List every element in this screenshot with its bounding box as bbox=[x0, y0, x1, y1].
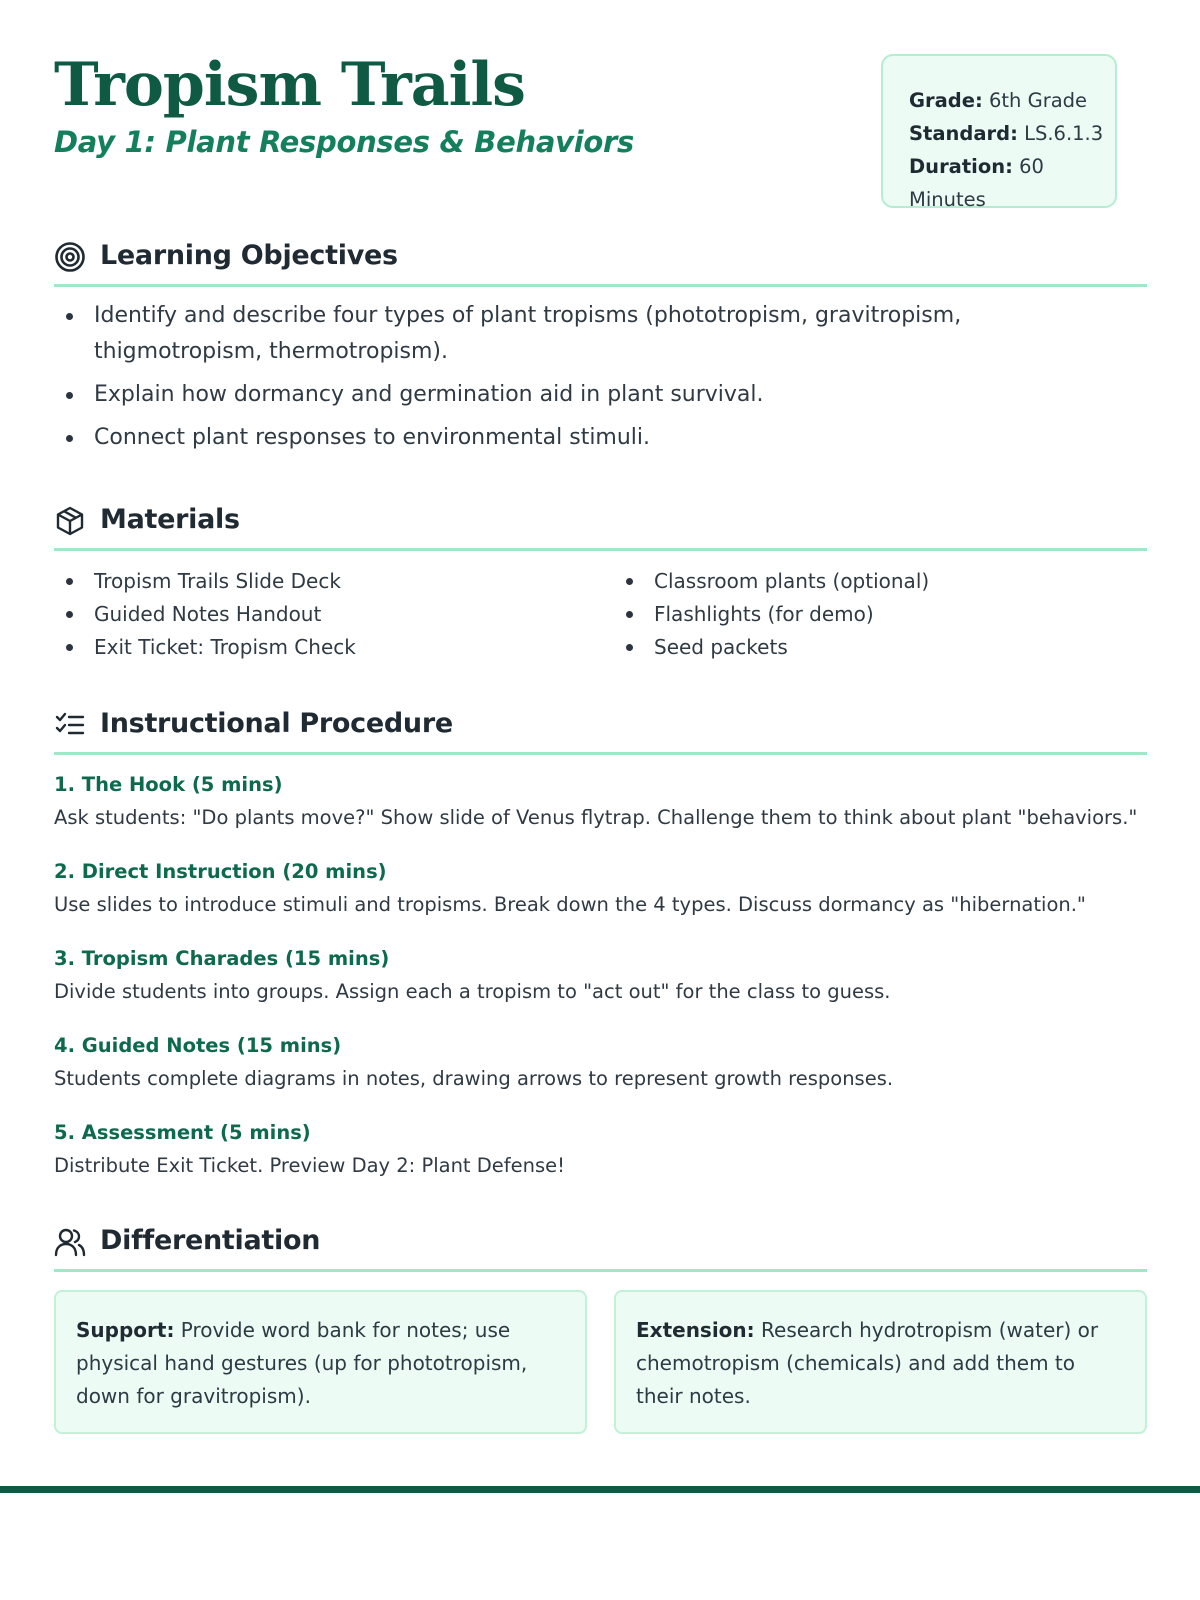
support-box: Support: Provide word bank for notes; use physical hand gestures (up for phototropism, down for gravitropism). bbox=[54, 1290, 587, 1434]
differentiation-section-header bbox=[54, 1225, 1147, 1272]
materials-heading: Materials bbox=[100, 504, 240, 535]
materials-section-header bbox=[54, 504, 1147, 551]
checklist-icon bbox=[54, 709, 86, 741]
materials-list-left bbox=[54, 565, 554, 664]
procedure-section-header bbox=[54, 708, 1147, 755]
step-description: Divide students into groups. Assign each a tropism to "act out" for the class to guess. bbox=[54, 980, 891, 1003]
objectives-list bbox=[54, 298, 1134, 463]
package-icon bbox=[54, 505, 86, 537]
list-item: Exit Ticket: Tropism Check bbox=[54, 631, 554, 664]
target-icon bbox=[54, 241, 86, 273]
list-item: Flashlights (for demo) bbox=[614, 598, 1114, 631]
procedure-step bbox=[54, 1033, 1147, 1092]
list-item: Guided Notes Handout bbox=[54, 598, 554, 631]
objectives-section-header bbox=[54, 240, 1147, 287]
step-title: 5. Assessment (5 mins) bbox=[54, 1121, 311, 1144]
page-title: Tropism Trails bbox=[54, 50, 525, 120]
procedure-heading: Instructional Procedure bbox=[100, 708, 453, 739]
procedure-step bbox=[54, 772, 1147, 831]
objectives-heading: Learning Objectives bbox=[100, 240, 398, 271]
footer-rule bbox=[0, 1486, 1200, 1493]
list-item: Explain how dormancy and germination aid in plant survival. bbox=[54, 377, 1134, 413]
step-title: 4. Guided Notes (15 mins) bbox=[54, 1034, 342, 1057]
step-description: Students complete diagrams in notes, drawing arrows to represent growth responses. bbox=[54, 1067, 894, 1090]
materials-list-right bbox=[614, 565, 1114, 664]
list-item: Seed packets bbox=[614, 631, 1114, 664]
step-title: 1. The Hook (5 mins) bbox=[54, 773, 283, 796]
users-icon bbox=[54, 1226, 86, 1258]
meta-grade: Grade: 6th Grade bbox=[909, 89, 1088, 112]
procedure-step bbox=[54, 946, 1147, 1005]
list-item: Classroom plants (optional) bbox=[614, 565, 1114, 598]
step-description: Use slides to introduce stimuli and tropisms. Break down the 4 types. Discuss dormancy as "hibernation." bbox=[54, 893, 1086, 916]
step-title: 3. Tropism Charades (15 mins) bbox=[54, 947, 390, 970]
procedure-step bbox=[54, 1120, 1147, 1179]
step-title: 2. Direct Instruction (20 mins) bbox=[54, 860, 387, 883]
list-item: Identify and describe four types of plant tropisms (phototropism, gravitropism, thigmotropism, thermotropism). bbox=[54, 298, 1134, 370]
step-description: Distribute Exit Ticket. Preview Day 2: Plant Defense! bbox=[54, 1154, 565, 1177]
meta-standard: Standard: LS.6.1.3 bbox=[909, 122, 1104, 145]
extension-box: Extension: Research hydrotropism (water) or chemotropism (chemicals) and add them to their notes. bbox=[614, 1290, 1147, 1434]
meta-duration: Duration: 60 Minutes bbox=[909, 155, 1044, 211]
procedure-step bbox=[54, 859, 1147, 918]
list-item: Connect plant responses to environmental stimuli. bbox=[54, 420, 1134, 456]
list-item: Tropism Trails Slide Deck bbox=[54, 565, 554, 598]
lesson-meta-box bbox=[881, 54, 1117, 211]
differentiation-heading: Differentiation bbox=[100, 1225, 321, 1256]
page-subtitle: Day 1: Plant Responses & Behaviors bbox=[54, 125, 634, 159]
step-description: Ask students: "Do plants move?" Show slide of Venus flytrap. Challenge them to think about plant "behaviors." bbox=[54, 806, 1138, 829]
